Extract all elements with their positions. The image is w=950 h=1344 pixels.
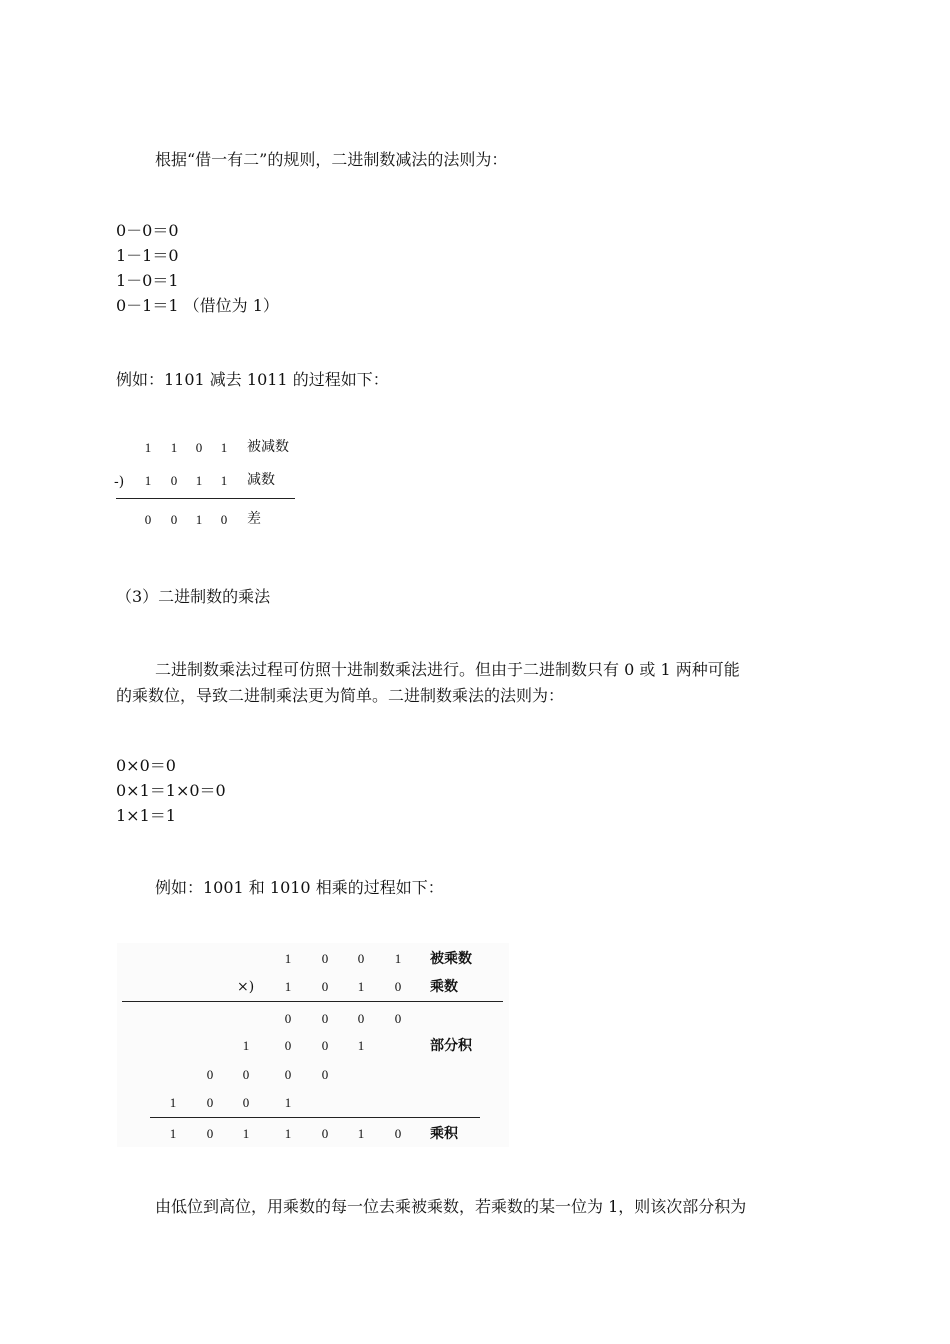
partial-digit: 0 — [321, 1067, 329, 1082]
partial-digit: 0 — [242, 1067, 250, 1082]
partial-digit: 0 — [206, 1067, 214, 1082]
difference-label: 差 — [247, 511, 261, 527]
product-digit: 0 — [206, 1126, 214, 1141]
partial-digit: 1 — [284, 1095, 292, 1110]
partial-digit: 0 — [284, 1067, 292, 1082]
product-digit: 1 — [242, 1126, 250, 1141]
sub-rule: 1－0＝1 — [116, 271, 179, 290]
partial-digit: 0 — [284, 1038, 292, 1053]
mul-rule: 1×1＝1 — [116, 806, 176, 825]
subtraction-example-intro: 例如：1101 减去 1011 的过程如下： — [116, 370, 389, 389]
partial-digit: 0 — [321, 1011, 329, 1026]
product-digit: 1 — [169, 1126, 177, 1141]
mul-rule: 0×0＝0 — [116, 756, 176, 775]
partial-digit: 0 — [357, 1011, 365, 1026]
partial-digit: 1 — [242, 1038, 250, 1053]
minuend-digit: 0 — [195, 440, 203, 455]
product-digit: 1 — [284, 1126, 292, 1141]
multiplicand-label: 被乘数 — [430, 951, 472, 967]
subtraction-rule-line — [116, 498, 295, 499]
subtrahend-digit: 1 — [195, 473, 203, 488]
partial-digit: 0 — [394, 1011, 402, 1026]
multiplier-digit: 0 — [394, 979, 402, 994]
difference-digit: 0 — [220, 512, 228, 527]
product-digit: 0 — [394, 1126, 402, 1141]
partial-digit: 0 — [242, 1095, 250, 1110]
product-rule-line — [150, 1117, 480, 1118]
multiplication-example-intro: 例如：1001 和 1010 相乘的过程如下： — [155, 878, 444, 897]
partial-digit: 0 — [284, 1011, 292, 1026]
subtraction-intro: 根据“借一有二”的规则，二进制数减法的法则为： — [155, 150, 508, 169]
product-label: 乘积 — [430, 1126, 458, 1142]
partial-product-label: 部分积 — [430, 1038, 472, 1054]
multiplier-digit: 0 — [321, 979, 329, 994]
multiplication-rule-line — [122, 1001, 503, 1002]
multiplication-paragraph-line: 的乘数位，导致二进制乘法更为简单。二进制数乘法的法则为： — [116, 686, 565, 705]
minuend-digit: 1 — [220, 440, 228, 455]
multiplicand-digit: 0 — [321, 951, 329, 966]
product-digit: 1 — [357, 1126, 365, 1141]
multiplier-label: 乘数 — [430, 979, 458, 995]
sub-rule: 1－1＝0 — [116, 246, 179, 265]
final-paragraph: 由低位到高位，用乘数的每一位去乘被乘数，若乘数的某一位为 1，则该次部分积为 — [155, 1197, 747, 1216]
subtrahend-label: 减数 — [247, 472, 275, 488]
partial-digit: 1 — [169, 1095, 177, 1110]
sub-rule: 0－1＝1 （借位为 1） — [116, 296, 279, 315]
multiplier-digit: 1 — [357, 979, 365, 994]
minuend-label: 被减数 — [247, 439, 289, 455]
partial-digit: 0 — [206, 1095, 214, 1110]
multiplication-paragraph-line: 二进制数乘法过程可仿照十进制数乘法进行。但由于二进制数只有 0 或 1 两种可能 — [155, 660, 740, 679]
sub-rule: 0－0＝0 — [116, 221, 179, 240]
section-heading: （3）二进制数的乘法 — [116, 587, 271, 606]
mul-rule: 0×1＝1×0＝0 — [116, 781, 226, 800]
multiplicand-digit: 1 — [394, 951, 402, 966]
partial-digit: 0 — [321, 1038, 329, 1053]
subtrahend-digit: 1 — [144, 473, 152, 488]
partial-digit: 1 — [357, 1038, 365, 1053]
multiplicand-digit: 1 — [284, 951, 292, 966]
subtrahend-digit: 0 — [170, 473, 178, 488]
subtrahend-digit: 1 — [220, 473, 228, 488]
multiplier-digit: 1 — [284, 979, 292, 994]
difference-digit: 0 — [170, 512, 178, 527]
difference-digit: 1 — [195, 512, 203, 527]
minuend-digit: 1 — [144, 440, 152, 455]
times-operator: ×) — [237, 979, 255, 995]
product-digit: 0 — [321, 1126, 329, 1141]
difference-digit: 0 — [144, 512, 152, 527]
minus-operator: -) — [114, 474, 125, 490]
multiplicand-digit: 0 — [357, 951, 365, 966]
minuend-digit: 1 — [170, 440, 178, 455]
